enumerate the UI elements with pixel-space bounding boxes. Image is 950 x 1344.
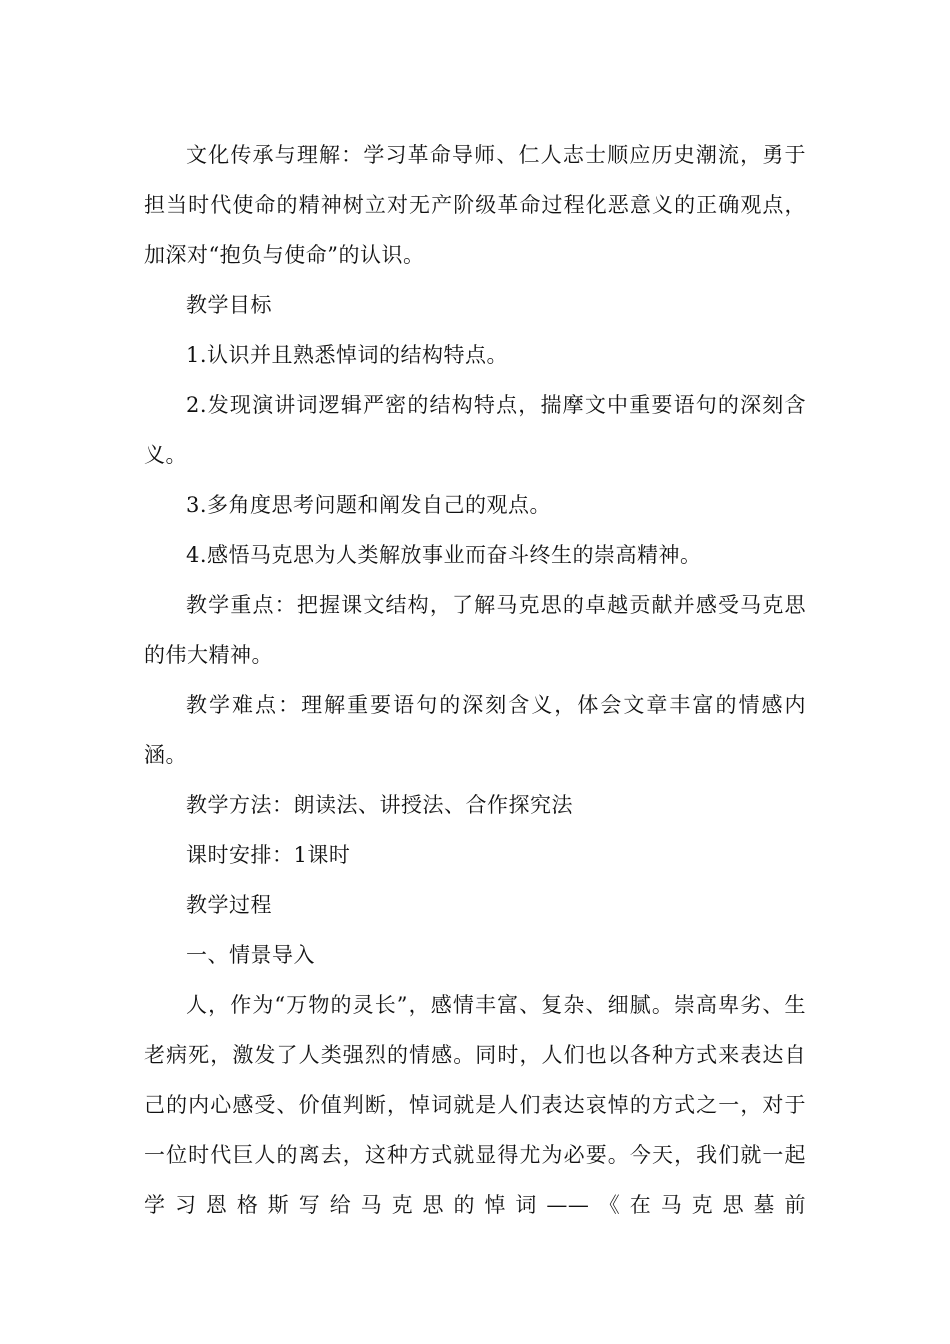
paragraph-teaching-focus: 教学重点：把握课文结构，了解马克思的卓越贡献并感受马克思的伟大精神。 [144,593,806,667]
goal-item-3: 3.多角度思考问题和阐发自己的观点。 [186,493,552,517]
goal-item-4: 4.感悟马克思为人类解放事业而奋斗终生的崇高精神。 [186,543,702,567]
heading-scenario-intro: 一、情景导入 [186,943,315,967]
paragraph-intro-text: 人，作为“万物的灵长”，感情丰富、复杂、细腻。崇高卑劣、生老病死，激发了人类强烈的情感。同时，人们也以各种方式来表达自己的内心感受、价值判断，悼词就是人们表达哀悼的方式之一，对于一位时代巨人的离去，这种方式就显得尤为必要。今天，我们就一起学习恩格斯写给马克思的悼词——《在马克思墓前 [144,993,806,1217]
goal-item-2: 2.发现演讲词逻辑严密的结构特点，揣摩文中重要语句的深刻含义。 [144,393,806,467]
heading-teaching-goals: 教学目标 [186,293,272,317]
paragraph-class-hours: 课时安排：1课时 [186,843,351,867]
goal-item-1: 1.认识并且熟悉悼词的结构特点。 [186,343,509,367]
paragraph-cultural-heritage: 文化传承与理解：学习革命导师、仁人志士顺应历史潮流，勇于担当时代使命的精神树立对无产阶级革命过程化恶意义的正确观点，加深对“抱负与使命”的认识。 [144,143,806,267]
document-body [144,130,806,1230]
paragraph-teaching-method: 教学方法：朗读法、讲授法、合作探究法 [186,793,573,817]
heading-teaching-process: 教学过程 [186,893,272,917]
paragraph-teaching-difficulty: 教学难点：理解重要语句的深刻含义，体会文章丰富的情感内涵。 [144,693,806,767]
